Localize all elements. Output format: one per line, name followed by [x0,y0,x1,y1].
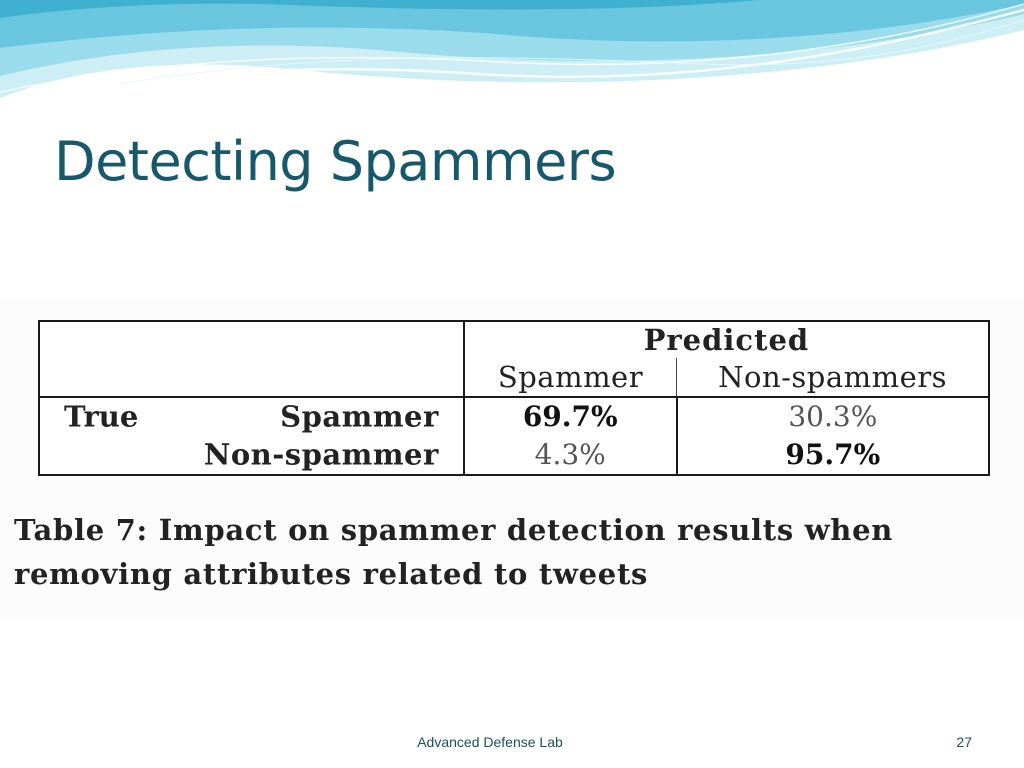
row-label-spammer: Spammer [280,399,439,434]
confusion-matrix-table [38,320,990,476]
table-row [39,436,989,475]
page-number: 27 [956,734,972,750]
column-header-non-spammers: Non-spammers [677,358,989,397]
predicted-header: Predicted [643,322,810,357]
cell-non-spammer-non-spammer: 95.7% [785,438,881,471]
table-corner-cell [39,321,464,358]
row-label-non-spammer: Non-spammer [203,437,439,472]
cell-spammer-non-spammer: 30.3% [788,400,878,433]
row-header-non-spammer [39,436,464,475]
true-label: True [64,399,139,434]
row-header-spammer [39,397,464,436]
cell-non-spammer-spammer: 4.3% [464,436,677,475]
table-header-row [39,321,989,358]
table-row [39,397,989,436]
table-caption: Table 7: Impact on spammer detection results when removing attributes related to tweets [14,513,894,591]
wave-header-decoration [0,0,1024,120]
footer-text: Advanced Defense Lab [417,734,563,750]
column-header-spammer: Spammer [464,358,677,397]
table-corner-cell-lower [39,358,464,397]
slide-title: Detecting Spammers [54,130,617,193]
cell-spammer-spammer: 69.7% [464,397,677,436]
table-column-header-row [39,358,989,397]
